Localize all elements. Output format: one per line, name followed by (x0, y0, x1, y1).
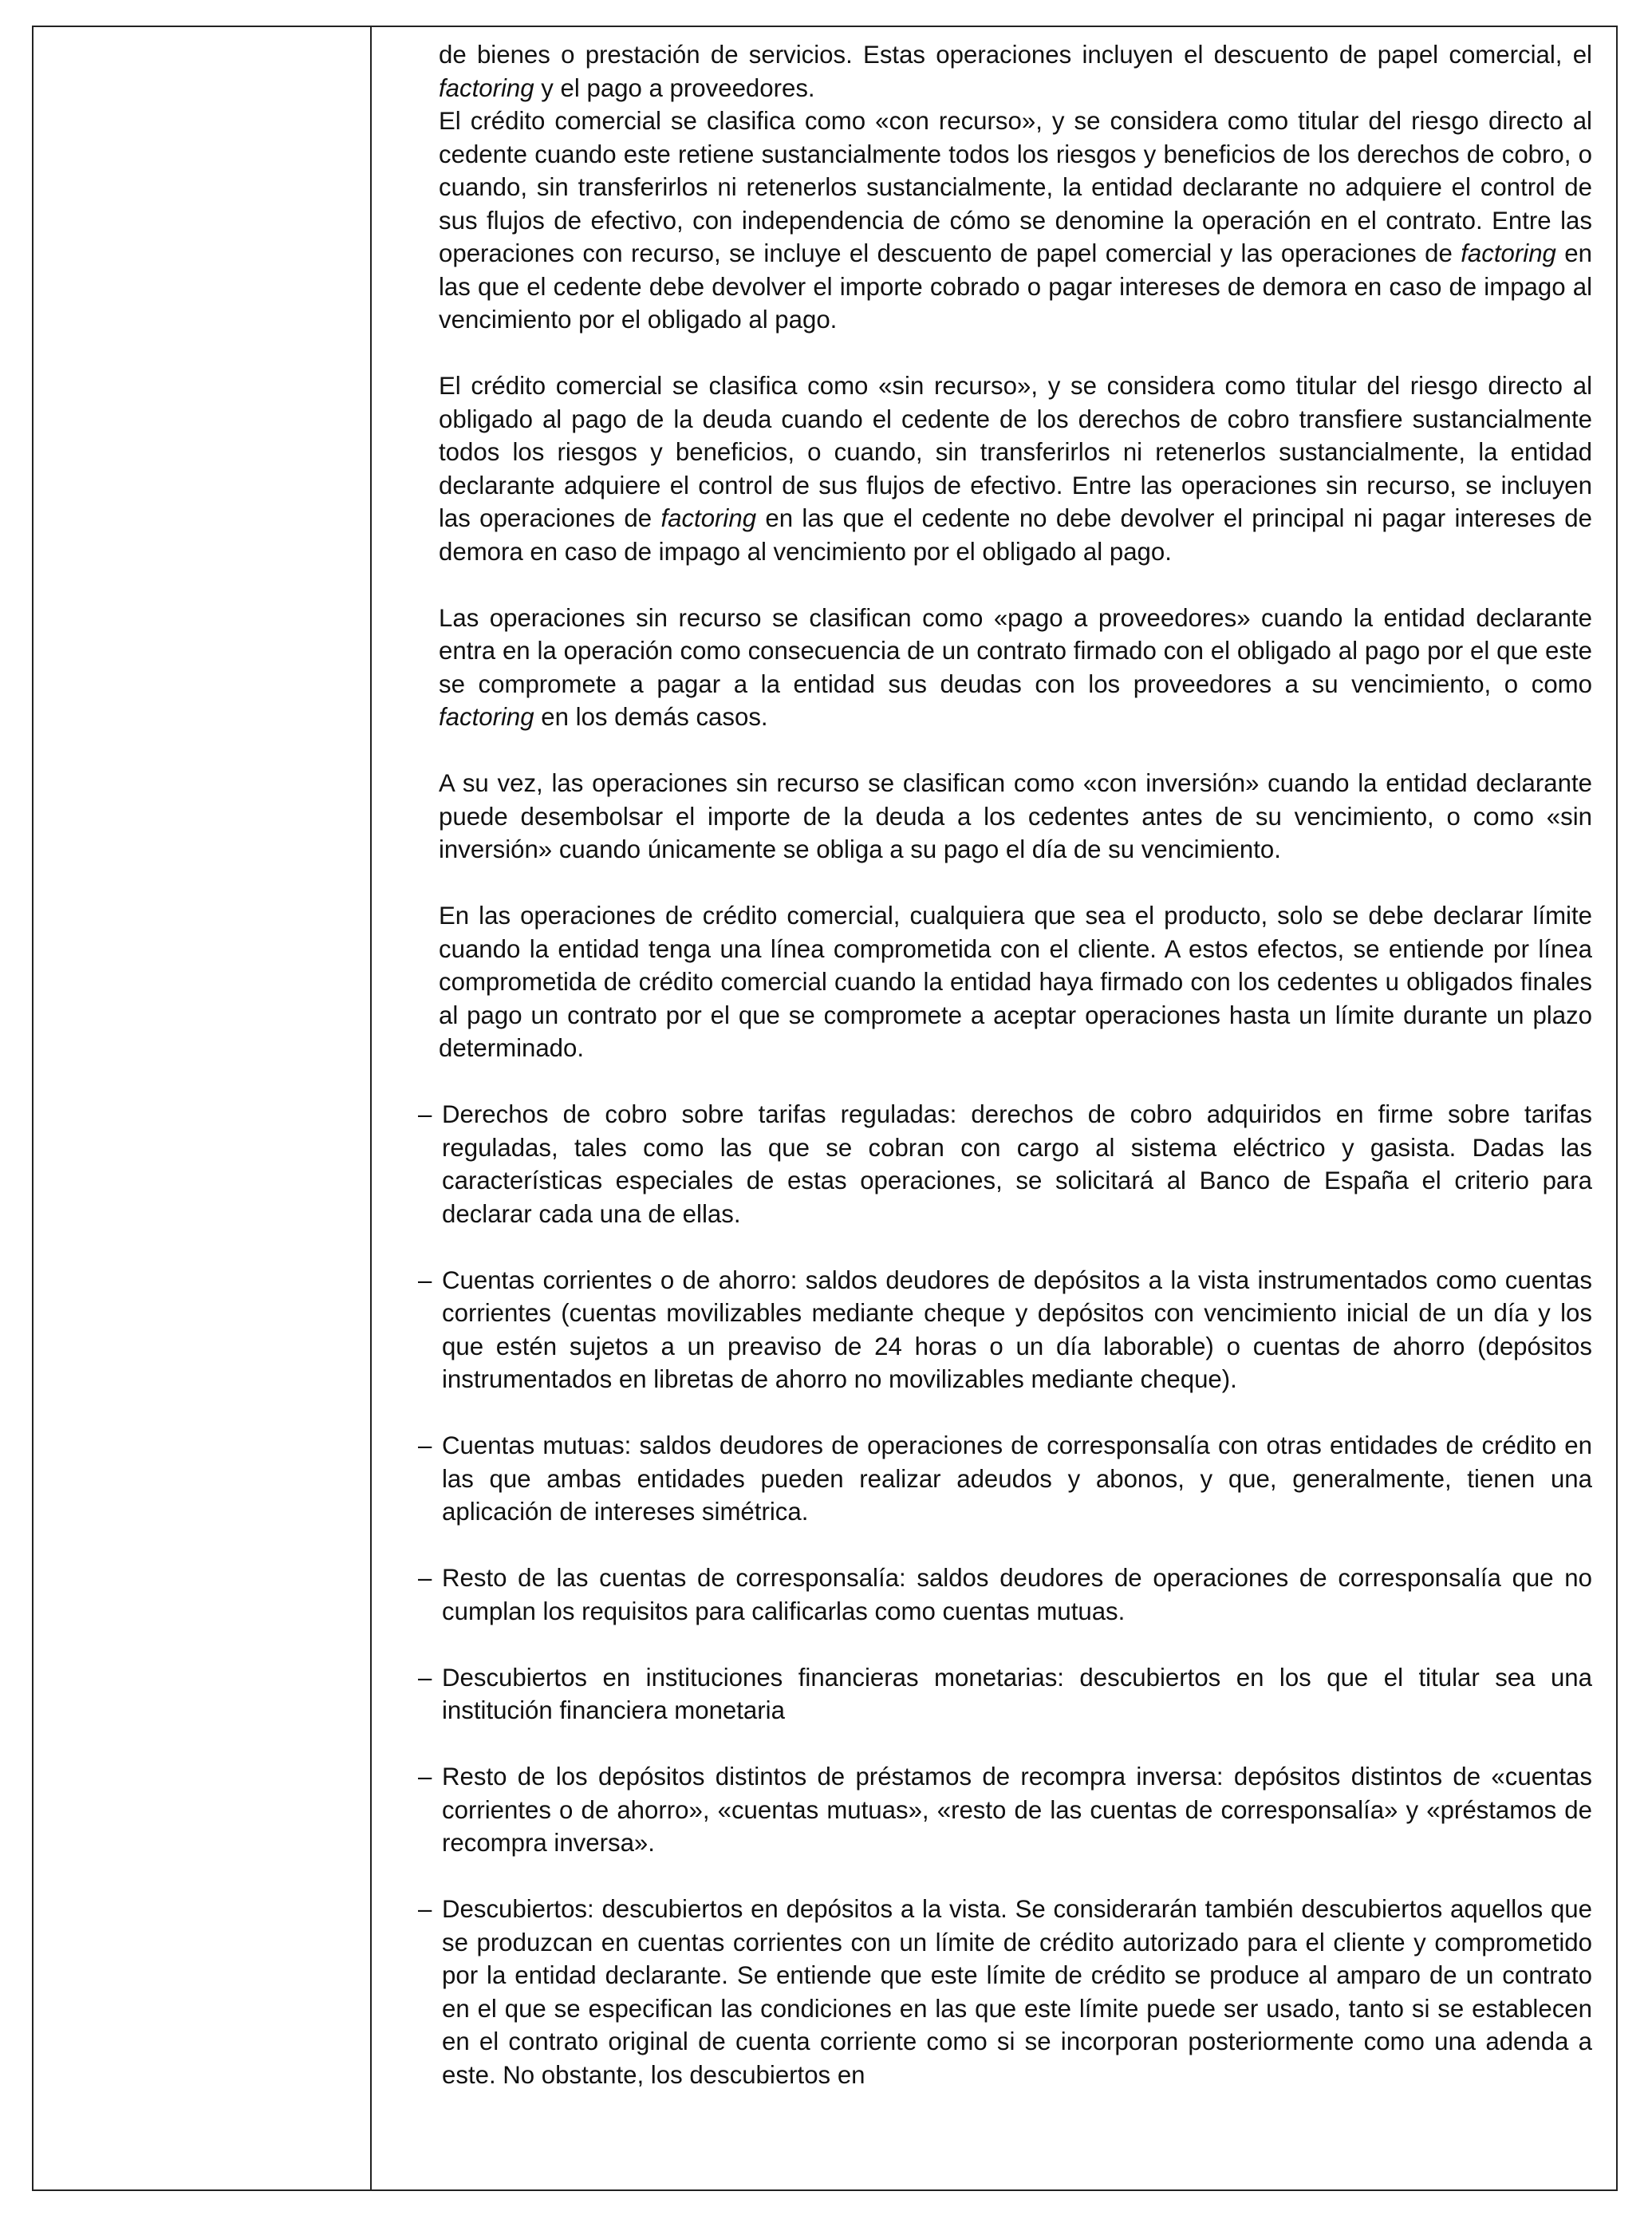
bullet-resto-corresponsalia: – Resto de las cuentas de corresponsalía: saldos deudores de operaciones de corresponsalía que no cumplan los requisitos para calificarlas como cuentas mutuas. (418, 1564, 1592, 1625)
paragraph-con-inversion: A su vez, las operaciones sin recurso se clasifican como «con inversión» cuando la entidad declarante puede desembolsar el importe de la deuda a los cedentes antes de su vencimiento, o como «sin inversión» cuando únicamente se obliga a su pago el día de su vencimiento. (439, 769, 1592, 863)
bullet-cuentas-corrientes: – Cuentas corrientes o de ahorro: saldos deudores de depósitos a la vista instrumentados como cuentas corrientes (cuentas movilizables mediante cheque y depósitos con vencimiento inicial de un día y los que estén sujetos a un preaviso de 24 horas o un día laborable) o cuentas de ahorro (depósitos instrumentados en libretas de ahorro no movilizables mediante cheque). (418, 1265, 1592, 1393)
paragraph-intro: de bienes o prestación de servicios. Estas operaciones incluyen el descuento de papel comercial, el factoring y el pago a proveedores. (439, 41, 1592, 102)
paragraph-limite: En las operaciones de crédito comercial, cualquiera que sea el producto, solo se debe declarar límite cuando la entidad tenga una línea comprometida con el cliente. A estos efectos, se entiende por línea comprometida de crédito comercial cuando la entidad haya firmado con los cedentes u obligados finales al pago un contrato por el que se compromete a aceptar operaciones hasta un límite durante un plazo determinado. (439, 902, 1592, 1062)
bullet-resto-depositos: – Resto de los depósitos distintos de préstamos de recompra inversa: depósitos distintos de «cuentas corrientes o de ahorro», «cuentas mutuas», «resto de las cuentas de corresponsalía» y «préstamos de recompra inversa». (418, 1763, 1592, 1857)
bullet-cuentas-mutuas: – Cuentas mutuas: saldos deudores de operaciones de corresponsalía con otras entidades de crédito en las que ambas entidades pueden realizar adeudos y abonos, y que, generalmente, tienen una aplicación de intereses simétrica. (418, 1431, 1592, 1526)
paragraph-con-recurso: El crédito comercial se clasifica como «con recurso», y se considera como titular del riesgo directo al cedente cuando este retiene sustancialmente todos los riesgos y beneficios de los derechos de cobro, o cuando, sin transferirlos ni retenerlos sustancialmente, la entidad declarante no adquiere el control de sus flujos de efectivo, con independencia de cómo se denomine la operación en el contrato. Entre las operaciones con recurso, se incluye el descuento de papel comercial y las operaciones de factoring en las que el cedente debe devolver el importe cobrado o pagar intereses de demora en caso de impago al vencimiento por el obligado al pago. (439, 107, 1592, 334)
bullet-descubiertos-ifm: – Descubiertos en instituciones financieras monetarias: descubiertos en los que el titular sea una institución financiera monetaria (418, 1663, 1592, 1724)
left-column (34, 27, 372, 2189)
paragraph-sin-recurso: El crédito comercial se clasifica como «sin recurso», y se considera como titular del riesgo directo al obligado al pago de la deuda cuando el cedente de los derechos de cobro transfiere sustancialmente todos los riesgos y beneficios, o cuando, sin transferirlos ni retenerlos sustancialmente, la entidad declarante adquiere el control de sus flujos de efectivo. Entre las operaciones sin recurso, se incluyen las operaciones de factoring en las que el cedente no debe devolver el principal ni pagar intereses de demora en caso de impago al vencimiento por el obligado al pago. (439, 372, 1592, 566)
paragraph-pago-proveedores: Las operaciones sin recurso se clasifican como «pago a proveedores» cuando la entidad declarante entra en la operación como consecuencia de un contrato firmado con el obligado al pago por el que este se compromete a pagar a la entidad sus deudas con los proveedores a su vencimiento, o como factoring en los demás casos. (439, 603, 1592, 731)
right-column (372, 27, 1616, 2189)
document-table (32, 26, 1618, 2191)
bullet-tarifas-reguladas: – Derechos de cobro sobre tarifas reguladas: derechos de cobro adquiridos en firme sobre tarifas reguladas, tales como las que se cobran con cargo al sistema eléctrico y gasista. Dadas las características especiales de estas operaciones, se solicitará al Banco de España el criterio para declarar cada una de ellas. (418, 1100, 1592, 1228)
bullet-descubiertos: – Descubiertos: descubiertos en depósitos a la vista. Se considerarán también descubiertos aquellos que se produzcan en cuentas corrientes con un límite de crédito autorizado para el cliente y comprometido por la entidad declarante. Se entiende que este límite de crédito se produce al amparo de un contrato en el que se especifican las condiciones en las que este límite puede ser usado, tanto si se establecen en el contrato original de cuenta corriente como si se incorporan posteriormente como una adenda a este. No obstante, los descubiertos en (418, 1895, 1592, 2089)
